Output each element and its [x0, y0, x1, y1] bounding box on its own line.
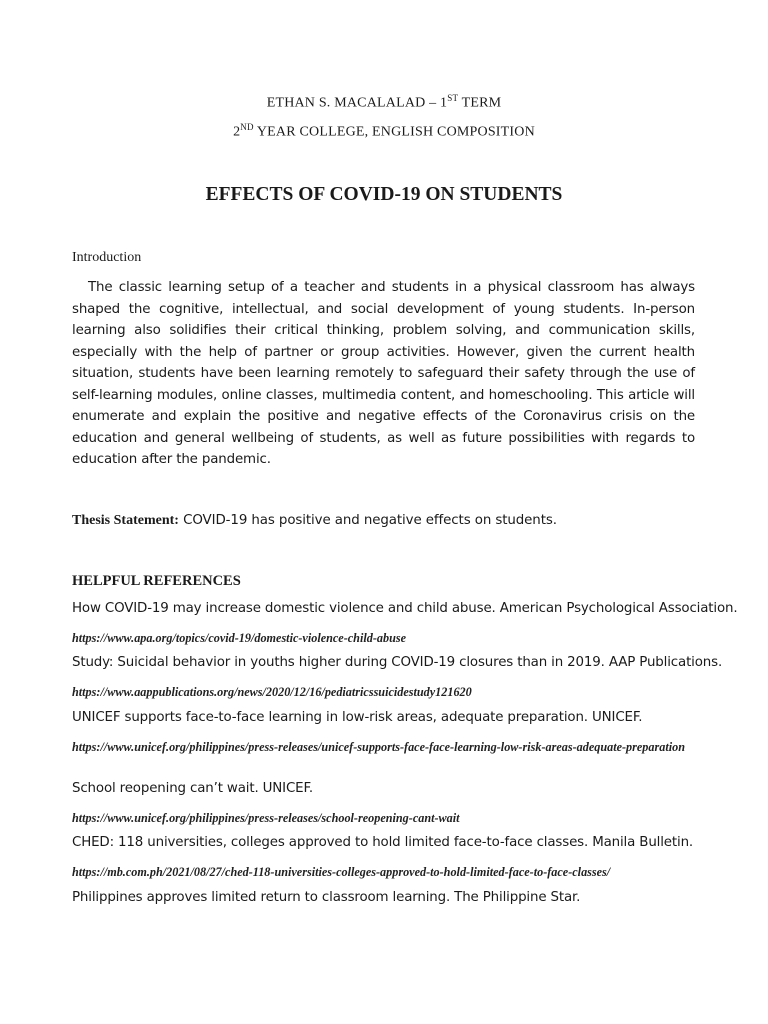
course-label: YEAR COLLEGE, ENGLISH COMPOSITION	[253, 124, 535, 140]
reference-title: CHED: 118 universities, colleges approved to hold limited face-to-face classes. Manila Bulletin.	[72, 835, 694, 850]
reference-url[interactable]: https://www.unicef.org/philippines/press-releases/unicef-supports-face-face-learning-low-risk-areas-adequate-preparation	[72, 740, 685, 754]
references-heading: HELPFUL REFERENCES	[72, 573, 241, 589]
course-line	[0, 122, 768, 141]
reference-title: School reopening can’t wait. UNICEF.	[72, 781, 313, 796]
thesis-statement	[72, 513, 557, 529]
thesis-text: COVID-19 has positive and negative effects on students.	[178, 513, 557, 528]
term-ordinal: ST	[447, 93, 459, 103]
reference-url[interactable]: https://mb.com.ph/2021/08/27/ched-118-universities-colleges-approved-to-hold-limited-face-to-face-classes/	[72, 865, 611, 879]
reference-url[interactable]: https://www.aappublications.org/news/2020/12/16/pediatricssuicidestudy121620	[72, 685, 472, 699]
reference-title: Study: Suicidal behavior in youths higher during COVID-19 closures than in 2019. AAP Publications.	[72, 655, 723, 670]
reference-title: How COVID-19 may increase domestic violence and child abuse. American Psychological Association.	[72, 601, 738, 616]
author-line	[0, 93, 768, 112]
introduction-paragraph: The classic learning setup of a teacher and students in a physical classroom has always shaped the cognitive, intellectual, and social development of young students. In-person learning also solidifies their critical thinking, problem solving, and communication skills, especially with the help of partner or group activities. However, given the current health situation, students have been learning remotely to safeguard their safety through the use of self-learning modules, online classes, multimedia content, and homeschooling. This article will enumerate and explain the positive and negative effects of the Coronavirus crisis on the education and general wellbeing of students, as well as future possibilities with regards to education after the pandemic.	[72, 280, 695, 467]
reference-title: UNICEF supports face-to-face learning in low-risk areas, adequate preparation. UNICEF.	[72, 710, 643, 725]
year-ordinal: ND	[240, 122, 254, 132]
thesis-label: Thesis Statement:	[72, 513, 179, 528]
reference-title: Philippines approves limited return to classroom learning. The Philippine Star.	[72, 890, 581, 905]
author-name: ETHAN S. MACALALAD – 1	[266, 95, 448, 111]
reference-url[interactable]: https://www.unicef.org/philippines/press-releases/school-reopening-cant-wait	[72, 811, 460, 825]
term-label: TERM	[458, 95, 502, 111]
document-title: EFFECTS OF COVID-19 ON STUDENTS	[205, 184, 563, 205]
introduction-heading: Introduction	[72, 250, 142, 265]
reference-url[interactable]: https://www.apa.org/topics/covid-19/domestic-violence-child-abuse	[72, 631, 406, 645]
year-number: 2	[233, 124, 241, 140]
